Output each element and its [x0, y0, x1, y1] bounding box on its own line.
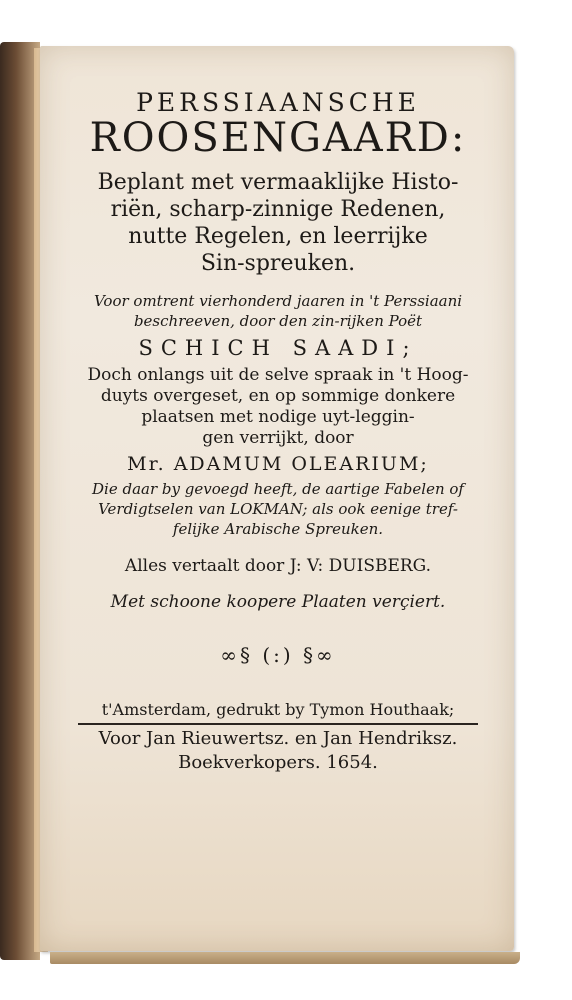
divider-rule [78, 723, 478, 725]
subtitle-line: Beplant met vermaaklijke Histo- [97, 170, 459, 195]
addition-text [48, 479, 508, 539]
subtitle [48, 169, 508, 277]
translation-line: duyts overgeset, en op sommige donkere [100, 386, 456, 406]
dutch-translator: Alles vertaalt door J: V: DUISBERG. [124, 556, 432, 576]
plates-note: Met schoone koopere Plaaten verçiert. [110, 592, 446, 612]
translator-name: Mr. ADAMUM OLEARIUM; [127, 453, 429, 475]
subtitle-line: Sin-spreuken. [200, 251, 356, 276]
title-line-2: ROOSENGAARD: [89, 115, 467, 161]
publisher-line: Voor Jan Rieuwertsz. en Jan Hendriksz. [98, 728, 458, 749]
addition-line: Verdigtselen van LOKMAN; als ook eenige tref- [98, 500, 458, 518]
translation-line: gen verrijkt, door [202, 428, 354, 448]
addition-line: felijke Arabische Spreuken. [172, 520, 384, 538]
title-line-1: PERSSIAANSCHE [136, 88, 420, 117]
book [0, 34, 530, 964]
title-page-text [48, 84, 508, 775]
translation-line: plaatsen met nodige uyt-leggin- [141, 407, 415, 427]
translation-line: Doch onlangs uit de selve spraak in 't Hoog- [87, 365, 469, 385]
origin-line: beschreeven, door den zin-rijken Poët [133, 312, 423, 330]
translation-text [48, 365, 508, 449]
imprint-line: t'Amsterdam, gedrukt by Tymon Houthaak; [101, 700, 455, 719]
origin-text [48, 291, 508, 331]
subtitle-line: nutte Regelen, en leerrijke [128, 224, 428, 249]
bookseller-line: Boekverkopers. 1654. [178, 752, 378, 773]
addition-line: Die daar by gevoegd heeft, de aartige Fabelen of [92, 480, 464, 498]
subtitle-line: riën, scharp-zinnige Redenen, [110, 197, 446, 222]
poet-name: SCHICH SAADI; [138, 336, 418, 360]
page-edge [50, 952, 520, 964]
ornament-icon: ∞§ (:) §∞ [220, 643, 336, 667]
origin-line: Voor omtrent vierhonderd jaaren in 't Perssiaani [93, 292, 463, 310]
